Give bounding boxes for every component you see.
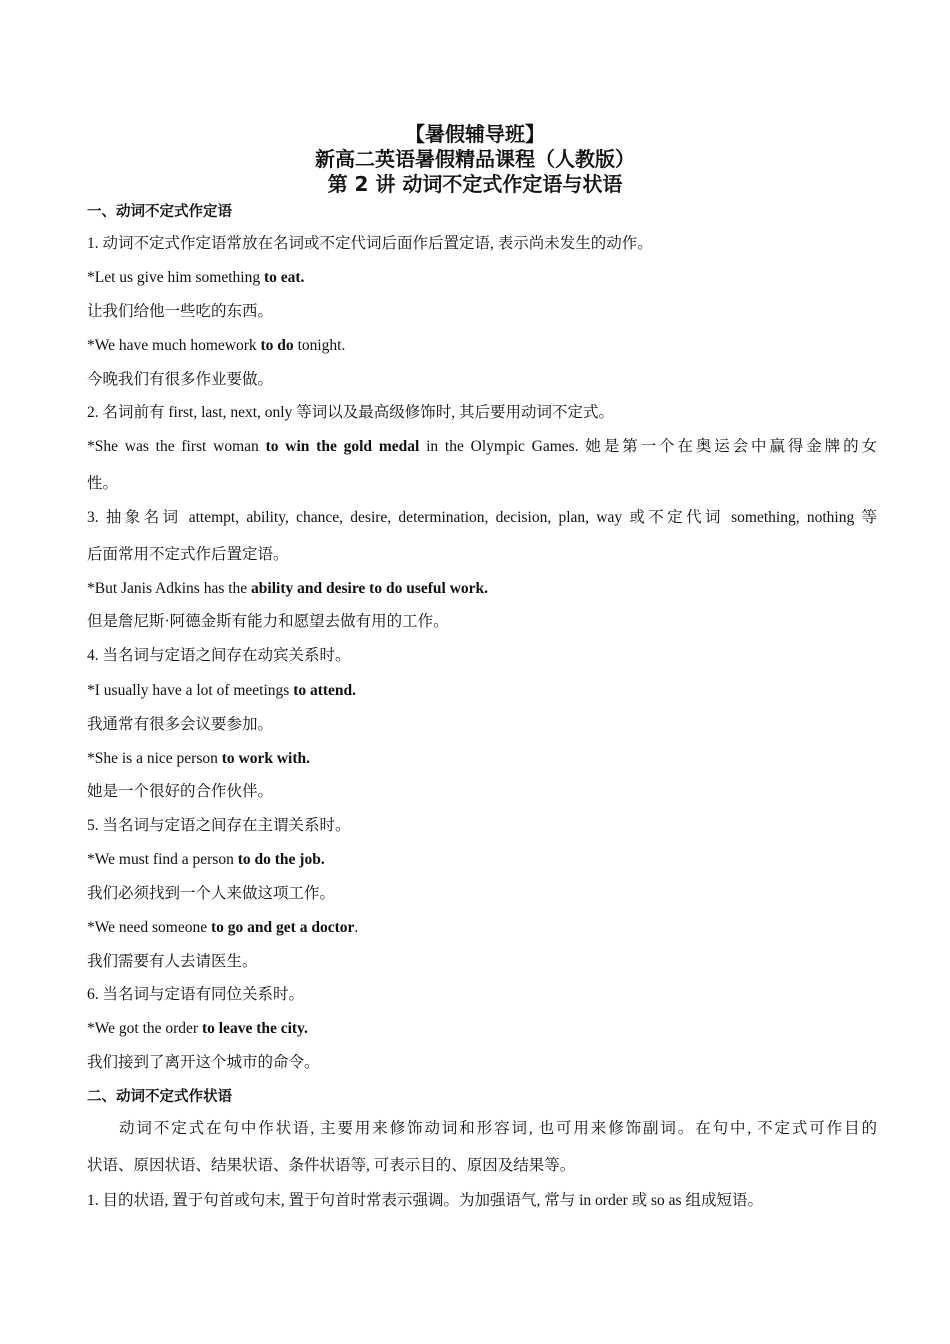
example-sentence: *We got the order to leave the city. <box>87 1020 308 1037</box>
example-sentence: *We must find a person to do the job. <box>87 851 325 868</box>
section1-rule1: 1. 动词不定式作定语常放在名词或不定代词后面作后置定语, 表示尚未发生的动作。 <box>87 235 653 252</box>
section1-heading: 一、动词不定式作定语 <box>87 204 232 220</box>
example-sentence: *She is a nice person to work with. <box>87 750 310 767</box>
example-sentence: *I usually have a lot of meetings to attend. <box>87 682 357 699</box>
title-line-course-type: 【暑假辅导班】 <box>405 122 545 146</box>
example-translation: 我们接到了离开这个城市的命令。 <box>87 1054 320 1071</box>
example-translation: 今晚我们有很多作业要做。 <box>87 371 274 388</box>
example-translation: 她是一个很好的合作伙伴。 <box>87 783 274 800</box>
section1-rule5: 5. 当名词与定语之间存在主谓关系时。 <box>87 817 351 834</box>
example-sentence: *We need someone to go and get a doctor. <box>87 919 359 936</box>
example-sentence: *We have much homework to do tonight. <box>87 337 346 354</box>
section1-rule4: 4. 当名词与定语之间存在动宾关系时。 <box>87 647 351 664</box>
section1-rule3-continuation: 后面常用不定式作后置定语。 <box>87 546 289 563</box>
example-translation: 我们需要有人去请医生。 <box>87 953 258 970</box>
document-title <box>0 122 950 197</box>
section2-heading: 二、动词不定式作状语 <box>87 1089 232 1105</box>
example-translation: 我们必须找到一个人来做这项工作。 <box>87 885 336 902</box>
section1-rule2: 2. 名词前有 first, last, next, only 等词以及最高级修饰时, 其后要用动词不定式。 <box>87 404 614 421</box>
example-translation: 但是詹尼斯·阿德金斯有能力和愿望去做有用的工作。 <box>87 613 449 630</box>
section2-paragraph: 动词不定式在句中作状语, 主要用来修饰动词和形容词, 也可用来修饰副词。在句中, 不定式可作目的 <box>119 1120 877 1137</box>
example-translation: 我通常有很多会议要参加。 <box>87 716 274 733</box>
example-sentence: *But Janis Adkins has the ability and desire to do useful work. <box>87 580 489 597</box>
title-line-course-name: 新高二英语暑假精品课程（人教版） <box>315 147 635 171</box>
section2-paragraph-continuation: 状语、原因状语、结果状语、条件状语等, 可表示目的、原因及结果等。 <box>87 1157 576 1174</box>
example-translation: 让我们给他一些吃的东西。 <box>87 303 274 320</box>
section1-rule6: 6. 当名词与定语有同位关系时。 <box>87 986 305 1003</box>
example-sentence-continuation: 性。 <box>87 475 119 492</box>
section2-rule1: 1. 目的状语, 置于句首或句末, 置于句首时常表示强调。为加强语气, 常与 in order 或 so as 组成短语。 <box>87 1192 763 1209</box>
section1-rule3: 3. 抽象名词 attempt, ability, chance, desire, determination, decision, plan, way 或不定代词 something, nothing 等 <box>87 509 877 526</box>
title-line-lesson: 第 2 讲 动词不定式作定语与状语 <box>327 172 623 196</box>
example-sentence: *She was the first woman to win the gold medal in the Olympic Games. 她是第一个在奥运会中赢得金牌的女 <box>87 438 878 455</box>
example-sentence: *Let us give him something to eat. <box>87 269 305 286</box>
